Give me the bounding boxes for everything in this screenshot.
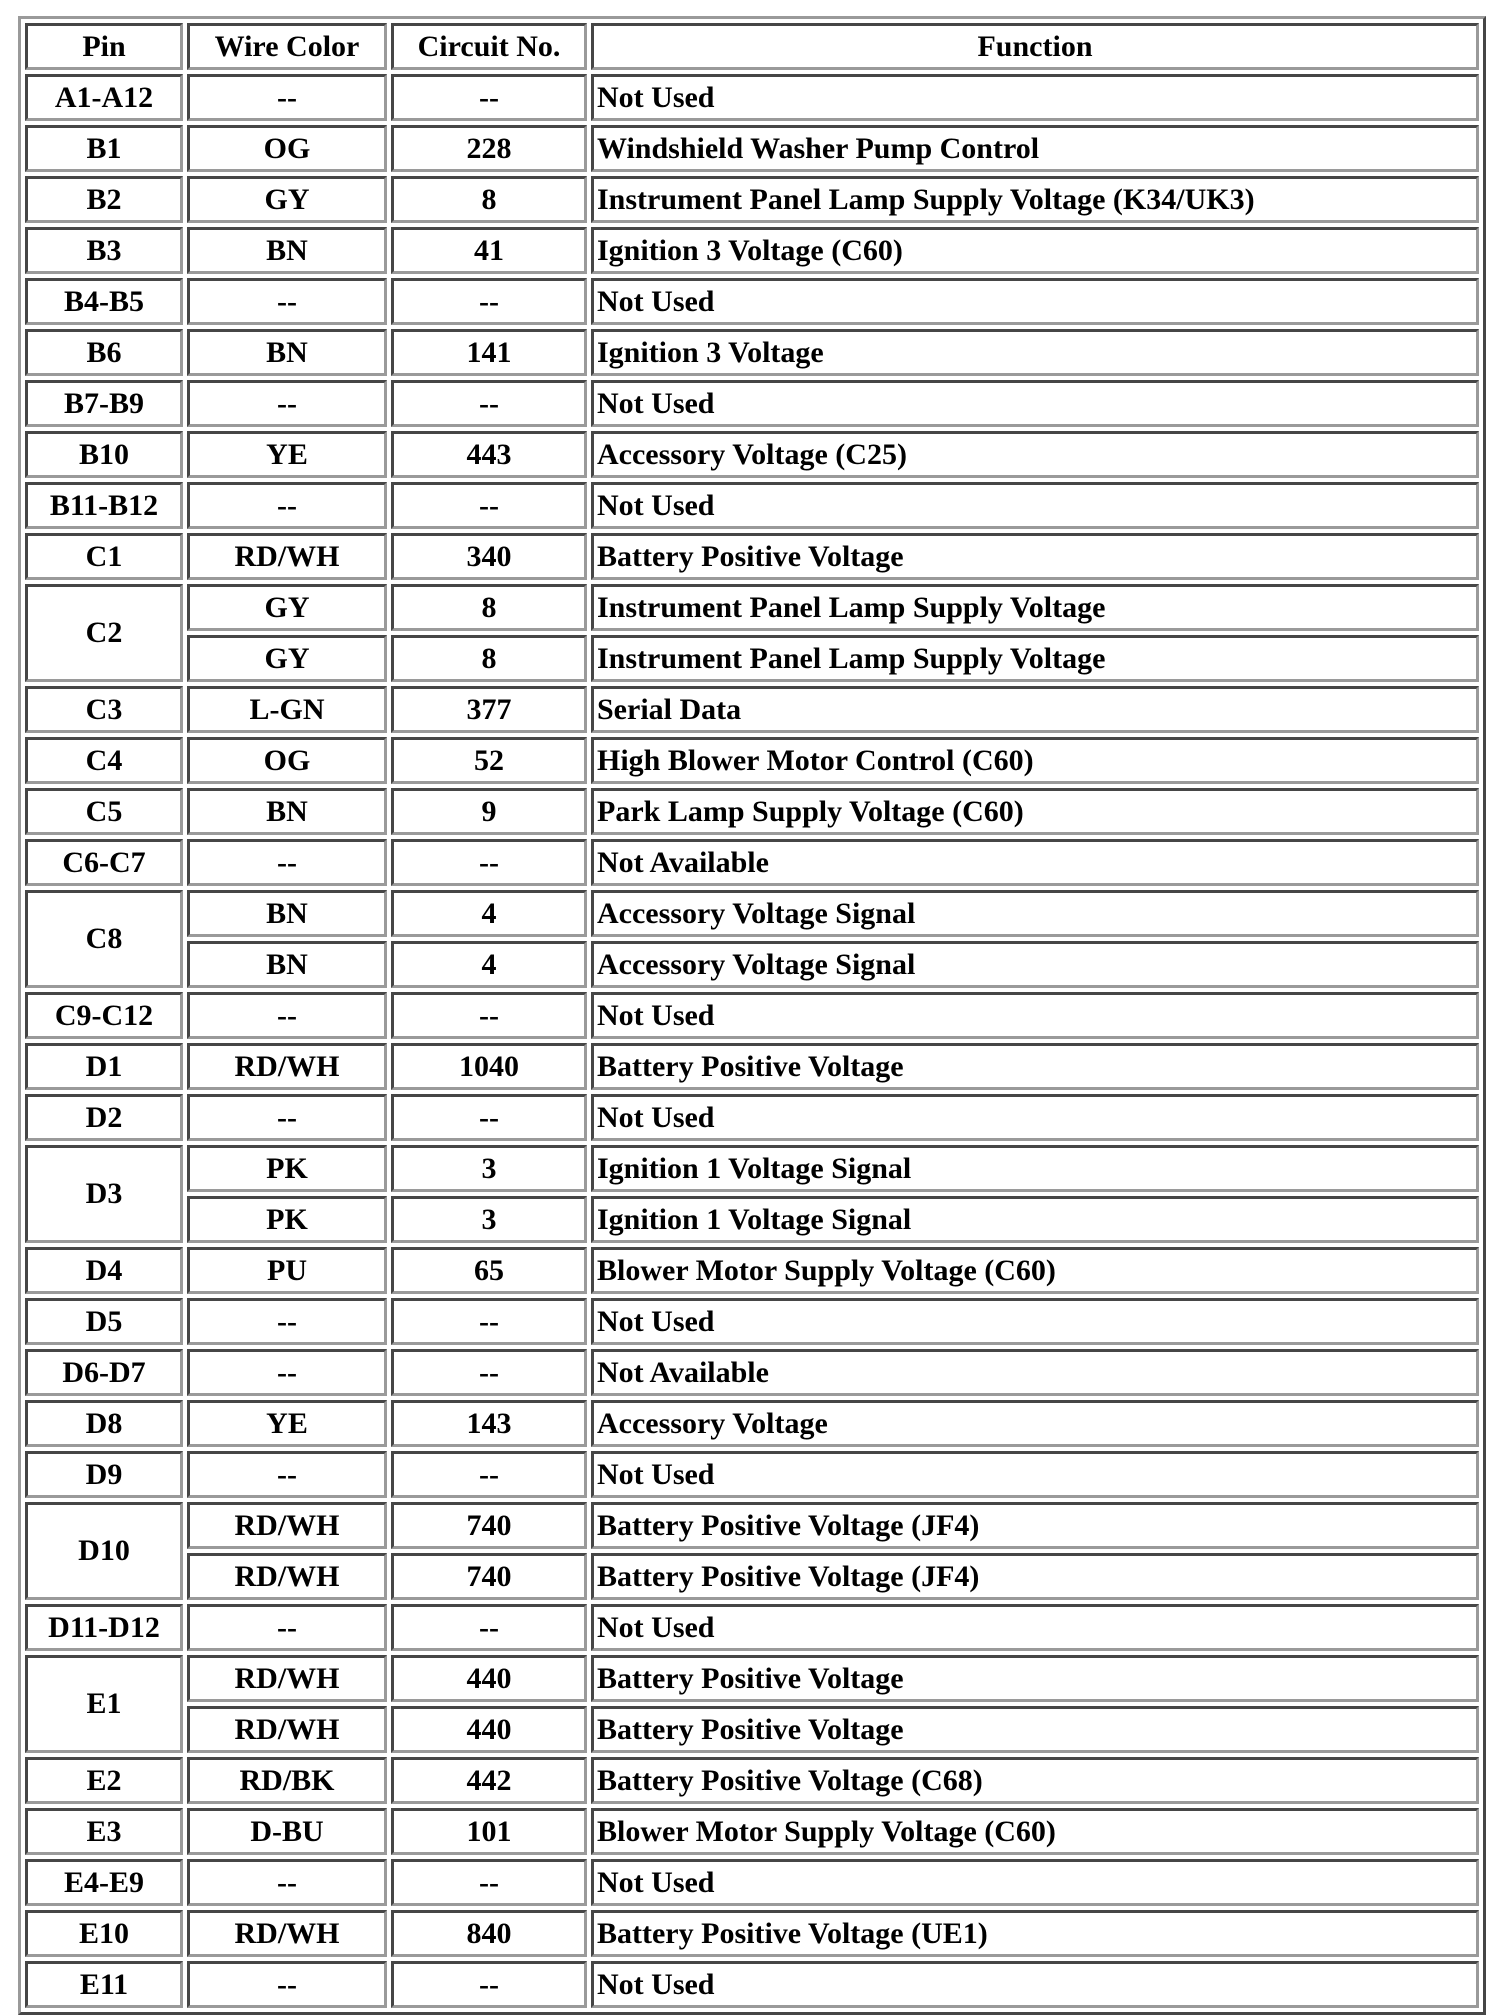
circuit-no-cell: 141 xyxy=(391,329,587,376)
wire-color-cell: OG xyxy=(187,737,387,784)
pin-cell: E10 xyxy=(25,1910,183,1957)
function-cell: Windshield Washer Pump Control xyxy=(591,125,1479,172)
circuit-no-cell: 840 xyxy=(391,1910,587,1957)
pin-cell: B4-B5 xyxy=(25,278,183,325)
function-cell: Not Available xyxy=(591,1349,1479,1396)
table-row xyxy=(25,1247,1479,1294)
wire-color-cell: RD/WH xyxy=(187,1043,387,1090)
pin-cell: C8 xyxy=(25,890,183,988)
wire-color-cell: BN xyxy=(187,941,387,988)
function-cell: Instrument Panel Lamp Supply Voltage xyxy=(591,635,1479,682)
wire-color-cell: -- xyxy=(187,1859,387,1906)
wire-color-cell: OG xyxy=(187,125,387,172)
table-row xyxy=(25,176,1479,223)
table-row xyxy=(25,1043,1479,1090)
circuit-no-cell: 740 xyxy=(391,1553,587,1600)
function-cell: Not Used xyxy=(591,380,1479,427)
header-pin: Pin xyxy=(25,23,183,70)
pin-cell: C1 xyxy=(25,533,183,580)
table-row xyxy=(25,788,1479,835)
table-row xyxy=(25,635,1479,682)
table-row xyxy=(25,737,1479,784)
circuit-no-cell: 377 xyxy=(391,686,587,733)
table-row xyxy=(25,482,1479,529)
circuit-no-cell: 228 xyxy=(391,125,587,172)
wire-color-cell: RD/WH xyxy=(187,1910,387,1957)
circuit-no-cell: 101 xyxy=(391,1808,587,1855)
function-cell: Battery Positive Voltage (C68) xyxy=(591,1757,1479,1804)
wire-color-cell: BN xyxy=(187,227,387,274)
table-row xyxy=(25,1859,1479,1906)
pin-cell: D8 xyxy=(25,1400,183,1447)
circuit-no-cell: -- xyxy=(391,1451,587,1498)
function-cell: Park Lamp Supply Voltage (C60) xyxy=(591,788,1479,835)
circuit-no-cell: 52 xyxy=(391,737,587,784)
table-row xyxy=(25,380,1479,427)
table-row xyxy=(25,1451,1479,1498)
circuit-no-cell: -- xyxy=(391,1094,587,1141)
wire-color-cell: GY xyxy=(187,176,387,223)
pin-cell: E3 xyxy=(25,1808,183,1855)
function-cell: Not Used xyxy=(591,1451,1479,1498)
pin-cell: C9-C12 xyxy=(25,992,183,1039)
wire-color-cell: YE xyxy=(187,1400,387,1447)
header-function: Function xyxy=(591,23,1479,70)
circuit-no-cell: 340 xyxy=(391,533,587,580)
header-row xyxy=(25,23,1479,70)
pin-cell: B11-B12 xyxy=(25,482,183,529)
function-cell: Instrument Panel Lamp Supply Voltage xyxy=(591,584,1479,631)
wire-color-cell: -- xyxy=(187,278,387,325)
function-cell: Not Used xyxy=(591,1298,1479,1345)
pin-cell: E11 xyxy=(25,1961,183,2008)
function-cell: Blower Motor Supply Voltage (C60) xyxy=(591,1247,1479,1294)
table-row xyxy=(25,329,1479,376)
wire-color-cell: -- xyxy=(187,380,387,427)
circuit-no-cell: -- xyxy=(391,1604,587,1651)
circuit-no-cell: 3 xyxy=(391,1196,587,1243)
function-cell: Ignition 1 Voltage Signal xyxy=(591,1196,1479,1243)
wire-color-cell: BN xyxy=(187,890,387,937)
wire-color-cell: -- xyxy=(187,1349,387,1396)
pin-cell: B2 xyxy=(25,176,183,223)
function-cell: Battery Positive Voltage xyxy=(591,1043,1479,1090)
table-row xyxy=(25,1094,1479,1141)
circuit-no-cell: 8 xyxy=(391,635,587,682)
pin-cell: D11-D12 xyxy=(25,1604,183,1651)
pin-cell: C3 xyxy=(25,686,183,733)
table-body xyxy=(25,74,1479,2008)
pin-cell: E1 xyxy=(25,1655,183,1753)
wire-color-cell: RD/BK xyxy=(187,1757,387,1804)
table-row xyxy=(25,686,1479,733)
table-row xyxy=(25,431,1479,478)
function-cell: High Blower Motor Control (C60) xyxy=(591,737,1479,784)
wire-color-cell: YE xyxy=(187,431,387,478)
function-cell: Accessory Voltage (C25) xyxy=(591,431,1479,478)
pin-cell: C5 xyxy=(25,788,183,835)
table-row xyxy=(25,278,1479,325)
function-cell: Accessory Voltage xyxy=(591,1400,1479,1447)
table-row xyxy=(25,1604,1479,1651)
function-cell: Battery Positive Voltage (UE1) xyxy=(591,1910,1479,1957)
circuit-no-cell: 8 xyxy=(391,584,587,631)
pin-cell: B1 xyxy=(25,125,183,172)
table-row xyxy=(25,941,1479,988)
table-row xyxy=(25,1655,1479,1702)
function-cell: Accessory Voltage Signal xyxy=(591,941,1479,988)
table-row xyxy=(25,1196,1479,1243)
function-cell: Not Used xyxy=(591,1094,1479,1141)
circuit-no-cell: 442 xyxy=(391,1757,587,1804)
function-cell: Not Used xyxy=(591,1859,1479,1906)
table-row xyxy=(25,1298,1479,1345)
pin-cell: A1-A12 xyxy=(25,74,183,121)
circuit-no-cell: -- xyxy=(391,1961,587,2008)
circuit-no-cell: -- xyxy=(391,74,587,121)
pin-cell: D1 xyxy=(25,1043,183,1090)
circuit-no-cell: -- xyxy=(391,482,587,529)
wire-color-cell: -- xyxy=(187,839,387,886)
table-row xyxy=(25,992,1479,1039)
pin-cell: B7-B9 xyxy=(25,380,183,427)
wire-color-cell: GY xyxy=(187,584,387,631)
wire-color-cell: GY xyxy=(187,635,387,682)
table-row xyxy=(25,533,1479,580)
pin-cell: D6-D7 xyxy=(25,1349,183,1396)
circuit-no-cell: 4 xyxy=(391,941,587,988)
table-row xyxy=(25,125,1479,172)
header-circuit-no: Circuit No. xyxy=(391,23,587,70)
wire-color-cell: RD/WH xyxy=(187,1502,387,1549)
function-cell: Battery Positive Voltage (JF4) xyxy=(591,1553,1479,1600)
pin-assignment-table xyxy=(18,16,1486,2015)
circuit-no-cell: 4 xyxy=(391,890,587,937)
wire-color-cell: BN xyxy=(187,329,387,376)
function-cell: Instrument Panel Lamp Supply Voltage (K34/UK3) xyxy=(591,176,1479,223)
pin-cell: D2 xyxy=(25,1094,183,1141)
circuit-no-cell: 440 xyxy=(391,1655,587,1702)
wire-color-cell: RD/WH xyxy=(187,1655,387,1702)
function-cell: Not Used xyxy=(591,1604,1479,1651)
function-cell: Not Used xyxy=(591,482,1479,529)
function-cell: Not Used xyxy=(591,74,1479,121)
header-wire-color: Wire Color xyxy=(187,23,387,70)
table-row xyxy=(25,1553,1479,1600)
circuit-no-cell: -- xyxy=(391,278,587,325)
circuit-no-cell: 65 xyxy=(391,1247,587,1294)
circuit-no-cell: 440 xyxy=(391,1706,587,1753)
circuit-no-cell: -- xyxy=(391,992,587,1039)
table-row xyxy=(25,1961,1479,2008)
function-cell: Ignition 3 Voltage xyxy=(591,329,1479,376)
pin-cell: B6 xyxy=(25,329,183,376)
pin-cell: D5 xyxy=(25,1298,183,1345)
circuit-no-cell: 3 xyxy=(391,1145,587,1192)
wire-color-cell: -- xyxy=(187,1094,387,1141)
circuit-no-cell: 9 xyxy=(391,788,587,835)
pin-cell: D4 xyxy=(25,1247,183,1294)
wire-color-cell: RD/WH xyxy=(187,1706,387,1753)
function-cell: Battery Positive Voltage (JF4) xyxy=(591,1502,1479,1549)
table-row xyxy=(25,74,1479,121)
wire-color-cell: PK xyxy=(187,1196,387,1243)
pin-cell: D9 xyxy=(25,1451,183,1498)
circuit-no-cell: -- xyxy=(391,1859,587,1906)
wire-color-cell: -- xyxy=(187,1604,387,1651)
circuit-no-cell: -- xyxy=(391,1298,587,1345)
function-cell: Not Used xyxy=(591,1961,1479,2008)
function-cell: Blower Motor Supply Voltage (C60) xyxy=(591,1808,1479,1855)
pin-cell: D3 xyxy=(25,1145,183,1243)
table-row xyxy=(25,890,1479,937)
wire-color-cell: -- xyxy=(187,74,387,121)
pin-cell: C2 xyxy=(25,584,183,682)
function-cell: Battery Positive Voltage xyxy=(591,1655,1479,1702)
circuit-no-cell: 443 xyxy=(391,431,587,478)
circuit-no-cell: -- xyxy=(391,839,587,886)
table-row xyxy=(25,1349,1479,1396)
pin-cell: B3 xyxy=(25,227,183,274)
table-row xyxy=(25,1808,1479,1855)
table-row xyxy=(25,1706,1479,1753)
pin-cell: D10 xyxy=(25,1502,183,1600)
function-cell: Ignition 3 Voltage (C60) xyxy=(591,227,1479,274)
function-cell: Serial Data xyxy=(591,686,1479,733)
pin-cell: C6-C7 xyxy=(25,839,183,886)
circuit-no-cell: 143 xyxy=(391,1400,587,1447)
wire-color-cell: L-GN xyxy=(187,686,387,733)
wire-color-cell: -- xyxy=(187,1298,387,1345)
table-row xyxy=(25,227,1479,274)
wire-color-cell: RD/WH xyxy=(187,533,387,580)
pin-cell: E2 xyxy=(25,1757,183,1804)
circuit-no-cell: 8 xyxy=(391,176,587,223)
wire-color-cell: D-BU xyxy=(187,1808,387,1855)
function-cell: Ignition 1 Voltage Signal xyxy=(591,1145,1479,1192)
circuit-no-cell: 41 xyxy=(391,227,587,274)
wire-color-cell: BN xyxy=(187,788,387,835)
function-cell: Battery Positive Voltage xyxy=(591,533,1479,580)
table-row xyxy=(25,1757,1479,1804)
wire-color-cell: PU xyxy=(187,1247,387,1294)
function-cell: Not Used xyxy=(591,992,1479,1039)
circuit-no-cell: -- xyxy=(391,380,587,427)
table-row xyxy=(25,1910,1479,1957)
circuit-no-cell: 1040 xyxy=(391,1043,587,1090)
pin-cell: E4-E9 xyxy=(25,1859,183,1906)
function-cell: Not Available xyxy=(591,839,1479,886)
wire-color-cell: -- xyxy=(187,1451,387,1498)
function-cell: Battery Positive Voltage xyxy=(591,1706,1479,1753)
wire-color-cell: -- xyxy=(187,1961,387,2008)
function-cell: Accessory Voltage Signal xyxy=(591,890,1479,937)
table-row xyxy=(25,1502,1479,1549)
circuit-no-cell: -- xyxy=(391,1349,587,1396)
pin-cell: B10 xyxy=(25,431,183,478)
wire-color-cell: -- xyxy=(187,482,387,529)
wire-color-cell: -- xyxy=(187,992,387,1039)
function-cell: Not Used xyxy=(591,278,1479,325)
table-row xyxy=(25,1145,1479,1192)
pin-cell: C4 xyxy=(25,737,183,784)
table-row xyxy=(25,839,1479,886)
wire-color-cell: PK xyxy=(187,1145,387,1192)
table-row xyxy=(25,584,1479,631)
table-row xyxy=(25,1400,1479,1447)
circuit-no-cell: 740 xyxy=(391,1502,587,1549)
wire-color-cell: RD/WH xyxy=(187,1553,387,1600)
